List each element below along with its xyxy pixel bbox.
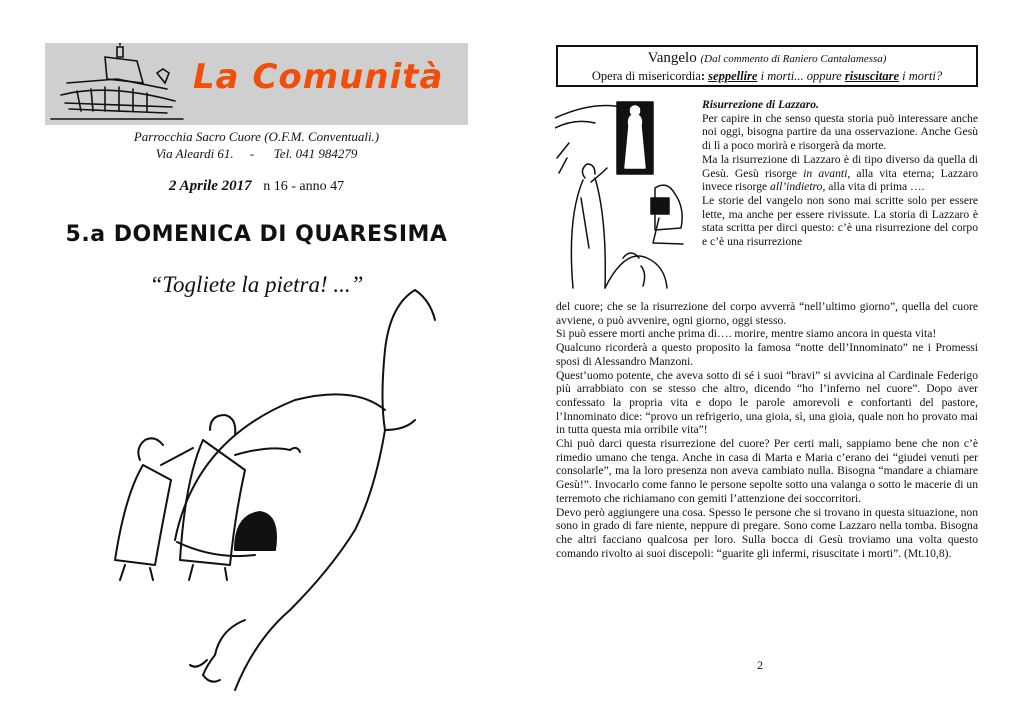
issue-date: 2 Aprile 2017 <box>168 178 252 194</box>
p2-text-c: , alla vita eterna; Lazzaro invece risorge <box>702 166 978 194</box>
article-paragraph-1: Per capire in che senso questa storia può interessare anche noi oggi, bisogna partire da una osservazione. Anche Gesù di lì a poco morirà e risorgerà da morte. <box>702 111 978 153</box>
p2-italic-indietro: all’indietro <box>770 180 823 194</box>
lazarus-illustration <box>555 98 695 294</box>
tagline-prefix: Opera di misericordia <box>591 69 701 83</box>
masthead <box>45 43 468 125</box>
quote-text: “Togliete la pietra! ...” <box>149 272 364 297</box>
tagline-mid: i morti... oppure <box>757 69 845 83</box>
page-number: 2 <box>757 658 763 672</box>
sunday-title: 5.a DOMENICA DI QUARESIMA <box>65 222 448 247</box>
stone-illustration <box>85 280 465 710</box>
article-paragraph-7: Chi può darci questa risurrezione del cuore? Per certi mali, sappiamo bene che non c’è rimedio umano che tenga. Anche in casa di Marta e Maria c’erano dei “giudei venuti per consolarle”, ma la loro presenza non aveva cambiato nulla. Bisogna “mandare a chiamare Gesù!”. Invocarlo come fanno le persone sepolte sotto una valanga o sotto le macerie di un terremoto che richiamano con gemiti l’attenzione dei soccorritori. <box>556 437 978 505</box>
parish-address: Via Aleardi 61. - Tel. 041 984279 <box>155 146 358 161</box>
tagline-word-risuscitare: risuscitare <box>844 69 900 83</box>
p2-italic-avanti: in avanti <box>803 166 848 180</box>
article-paragraph-3b: del cuore; che se la risurrezione del corpo avverrà “nell’ultimo giorno”, quella del cuore avviene, o può avvenire, ogni giorno, oggi stesso. <box>556 300 978 327</box>
p2-text-a: Ma la risurrezione di Lazzaro è di tipo diverso da quella di Gesù. Gesù risorge <box>702 152 978 180</box>
article-paragraph-6: Quest’uomo potente, che aveva sotto di sé i suoi “bravi” si avvicina al Cardinale Federigo più arrabbiato con se stesso che altro, dicendo “ho l’inferno nel cuore”. Dopo aver confessato la propria vita e dopo le parole amorevoli e confortanti del pastore, l’Innominato dice: “provo un refrigerio, una gioia, sì, una gioia, quale non ho provato mai in tutta questa mia orribile vita”! <box>556 368 978 437</box>
newsletter-title: La Comunità <box>193 57 444 97</box>
gospel-tagline <box>558 68 976 84</box>
article-heading: Risurrezione di Lazzaro. <box>702 98 819 111</box>
gospel-header-box <box>556 45 978 87</box>
gospel-title-line <box>558 50 976 68</box>
tagline-word-seppellire: seppellire <box>708 69 758 83</box>
article-column-narrow <box>702 98 978 249</box>
parish-name: Parrocchia Sacro Cuore (O.F.M. Conventuali.) <box>133 129 380 144</box>
article-paragraph-8: Devo però aggiungere una cosa. Spesso le persone che si trovano in questa situazione, non sono in grado di fare niente, neppure di pregare. Sono come Lazzaro nella tomba. Bisogna che altri facciano qualcosa per loro. Sulla bocca di Gesù troviamo una volta questo comando rivolto ai suoi discepoli: “guarite gli infermi, risuscitate i morti”. (Mt.10,8). <box>556 505 978 560</box>
tagline-end: i morti? <box>899 69 943 83</box>
church-logo <box>47 43 187 125</box>
p2-text-e: , alla vita di prima …. <box>822 180 925 194</box>
gospel-subtitle: (Dal commento di Raniero Cantalamessa) <box>700 53 887 65</box>
article-paragraph-4: Si può essere morti anche prima di…. morire, mentre siamo ancora in questa vita! <box>556 327 937 341</box>
parish-info <box>45 128 468 162</box>
article-paragraph-5: Qualcuno ricorderà a questo proposito la famosa “notte dell’Innominato” ne i Promessi sposi di Alessandro Manzoni. <box>556 341 978 368</box>
issue-info <box>45 178 468 195</box>
tagline-colon: : <box>700 69 709 83</box>
article-paragraph-2 <box>702 153 978 194</box>
gospel-title: Vangelo <box>647 50 697 66</box>
issue-number: n 16 - anno 47 <box>263 179 345 194</box>
article-column-wide <box>556 300 978 560</box>
article-paragraph-3: Le storie del vangelo non sono mai scritte solo per essere lette, ma anche per essere rivissute. La storia di Lazzaro è stata scritta per dirci questo: c’è una risurrezione del corpo e c’è una risurrezione <box>702 193 978 249</box>
